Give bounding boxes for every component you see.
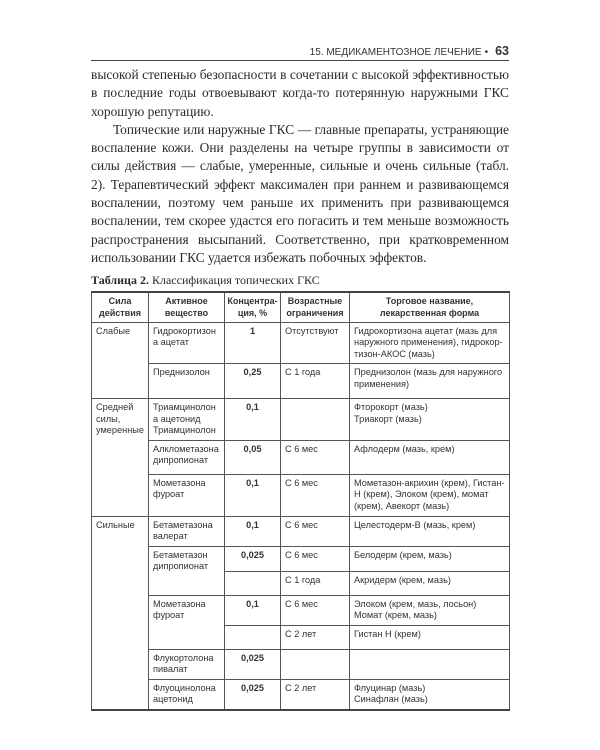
table-row: [92, 649, 510, 679]
strength-cell: Средней силы, умеренные: [92, 399, 149, 517]
age-cell: С 6 мес: [281, 440, 350, 474]
substance-cell: Мометазона фуроат: [149, 595, 225, 649]
col-header: Торговое название, лекарственная форма: [350, 292, 510, 322]
table-row: [92, 679, 510, 710]
concentration-cell: 0,025: [225, 546, 281, 571]
concentration-cell: 0,25: [225, 364, 281, 399]
concentration-cell: 0,05: [225, 440, 281, 474]
page-number: 63: [495, 44, 509, 58]
age-cell: С 6 мес: [281, 546, 350, 571]
substance-cell: Триамцинолона ацетонид Триамцинолон: [149, 399, 225, 441]
substance-cell: Флуоцинолона ацетонид: [149, 679, 225, 710]
age-cell: С 6 мес: [281, 474, 350, 516]
trade-name-cell: Гистан Н (крем): [350, 625, 510, 649]
age-cell: С 6 мес: [281, 516, 350, 546]
concentration-cell: [225, 625, 281, 649]
age-cell: С 1 года: [281, 571, 350, 595]
substance-cell: Бетаметазона валерат: [149, 516, 225, 546]
age-cell: С 2 лет: [281, 679, 350, 710]
concentration-cell: 1: [225, 322, 281, 364]
concentration-cell: [225, 571, 281, 595]
substance-cell: Флукортолона пивалат: [149, 649, 225, 679]
table-label: Таблица 2.: [91, 273, 149, 288]
age-cell: С 6 мес: [281, 595, 350, 625]
age-cell: [281, 649, 350, 679]
table-header-row: [92, 292, 510, 322]
strength-cell: Сильные: [92, 516, 149, 710]
table-row: [92, 440, 510, 474]
substance-cell: Бетаметазон дипропионат: [149, 546, 225, 595]
table-title: Классификация топических ГКС: [148, 273, 320, 288]
table-row: [92, 546, 510, 571]
trade-name-cell: Афлодерм (мазь, крем): [350, 440, 510, 474]
substance-cell: Алклометазона дипропионат: [149, 440, 225, 474]
table-caption: [91, 273, 509, 287]
page-content: [91, 66, 509, 711]
running-header: [91, 44, 509, 61]
concentration-cell: 0,1: [225, 399, 281, 441]
concentration-cell: 0,1: [225, 516, 281, 546]
table-row: [92, 364, 510, 399]
age-cell: [281, 399, 350, 441]
substance-cell: Преднизолон: [149, 364, 225, 399]
col-header: Возрастные ограничения: [281, 292, 350, 322]
chapter-title: 15. МЕДИКАМЕНТОЗНОЕ ЛЕЧЕНИЕ: [309, 47, 482, 58]
age-cell: Отсутствуют: [281, 322, 350, 364]
age-cell: С 2 лет: [281, 625, 350, 649]
concentration-cell: 0,025: [225, 649, 281, 679]
concentration-cell: 0,1: [225, 474, 281, 516]
paragraph: Топические или наружные ГКС — главные препараты, устраняющие воспаление кожи. Они разделены на четыре группы в зависимости от силы действия — слабые, умеренные, сильные и очень сильные (табл. 2). Терапевтический эффект максимален при раннем и развивающемся воспалении, поэтому чем раньше их применить при развивающемся воспалении, тем скорее удастся его погасить и тем меньше возможность распространения высыпаний. Соответственно, при кратковременном использовании ГКС удается избежать побочных эффектов.: [91, 121, 509, 265]
table-row: [92, 399, 510, 441]
trade-name-cell: Гидрокортизона ацетат (мазь для наружного применения), гидрокор-тизон-АКОС (мазь): [350, 322, 510, 364]
col-header: Сила действия: [92, 292, 149, 322]
table-row: [92, 322, 510, 364]
strength-cell: Слабые: [92, 322, 149, 399]
body-text: [91, 66, 509, 267]
trade-name-cell: Акридерм (крем, мазь): [350, 571, 510, 595]
trade-name-cell: Целестодерм-В (мазь, крем): [350, 516, 510, 546]
col-header: Активное вещество: [149, 292, 225, 322]
table-row: [92, 474, 510, 516]
age-cell: С 1 года: [281, 364, 350, 399]
trade-name-cell: Флуцинар (мазь) Синафлан (мазь): [350, 679, 510, 710]
paragraph: высокой степенью безопасности в сочетании с высокой эффективностью в последние годы отвоевывают когда-то потерянную наружными ГКС хорошую репутацию.: [91, 67, 509, 119]
concentration-cell: 0,1: [225, 595, 281, 625]
trade-name-cell: Фторокорт (мазь) Триакорт (мазь): [350, 399, 510, 441]
table-row: [92, 516, 510, 546]
col-header: Концентра-ция, %: [225, 292, 281, 322]
trade-name-cell: [350, 649, 510, 679]
gcs-classification-table: [91, 291, 510, 711]
trade-name-cell: Элоком (крем, мазь, лосьон) Момат (крем, мазь): [350, 595, 510, 625]
trade-name-cell: Мометазон-акрихин (крем), Гистан-Н (крем), Элоком (крем), момат (крем), Авекорт (мазь): [350, 474, 510, 516]
bullet: •: [484, 47, 489, 58]
substance-cell: Мометазона фуроат: [149, 474, 225, 516]
trade-name-cell: Белодерм (крем, мазь): [350, 546, 510, 571]
table-row: [92, 595, 510, 625]
substance-cell: Гидрокортизона ацетат: [149, 322, 225, 364]
trade-name-cell: Преднизолон (мазь для наружного применения): [350, 364, 510, 399]
concentration-cell: 0,025: [225, 679, 281, 710]
